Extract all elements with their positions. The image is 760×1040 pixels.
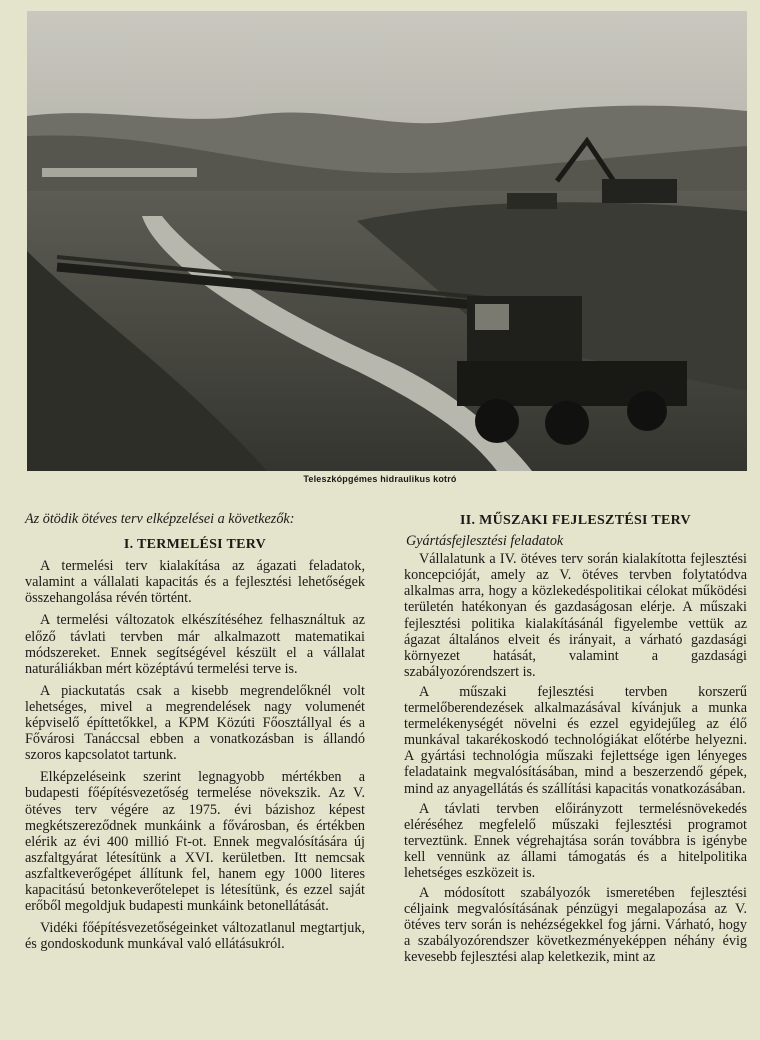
paragraph: A műszaki fejlesztési tervben korszerű termelőberendezések alkalmazásával kívánjuk a munka termelékenységét növelni és ezzel egyidejűleg az élő munkával takarékoskodó technológiákat előtérbe helyezni. A gyártási technológia műszaki fejlettsége igen lényeges feladataink megvalósításában, mind a beszerzendő gépek, mind az anyagellátás és szállítási kapacitás vonatkozásában. <box>404 683 747 797</box>
paragraph: Elképzeléseink szerint legnagyobb mértékben a budapesti főépítésvezetőség termelése növekszik. Az V. ötéves terv végére az 1975. évi bázishoz képest megkétszereződnek munkáink a fővárosban, és értékben elérik az évi 400 millió Ft-ot. Ennek megvalósítására új aszfaltgyárat létesítünk a XVI. kerületben. Itt nemcsak aszfaltkeverőgépet állítunk fel, hanem egy 1000 literes kapacitású betonkeverőtelepet is létesítünk, és ezzel saját erőből megoldjuk budapesti munkáink betonellátását. <box>25 769 365 915</box>
left-column <box>25 509 365 958</box>
subheading: Gyártásfejlesztési feladatok <box>406 533 564 550</box>
paragraph: Vidéki főépítésvezetőségeinket változatlanul megtartjuk, és gondoskodunk munkával való ellátásukról. <box>25 920 365 953</box>
section-heading-production: I. TERMELÉSI TERV <box>123 537 267 553</box>
paragraph: A távlati tervben előirányzott termelésnövekedés eléréséhez megfelelő műszaki fejlesztési programot terveztünk. Ennek végrehajtása során továbbra is igénybe kell vennünk az állami támogatás és a hitelpolitika lehetséges eszközeit is. <box>404 800 747 881</box>
paragraph: A termelési változatok elkészítéséhez felhasználtuk az előző távlati tervben már alkalmazott matematikai módszereket. Ennek segítségével készült el a vállalat naturáliákban mért középtávú termelési terve is. <box>25 612 365 677</box>
paragraph: A módosított szabályozók ismeretében fejlesztési céljaink megvalósításának pénzügyi megalapozása az V. ötéves terv során is nehézségekkel fog járni. Várható, hogy a szabályozórendszer következményeképpen néhány évig kevesebb fejlesztési alap keletkezik, mint az <box>404 885 747 966</box>
section-heading-technical: II. MŰSZAKI FEJLESZTÉSI TERV <box>460 513 691 528</box>
paragraph: A piackutatás csak a kisebb megrendelőknél volt lehetséges, mivel a megrendelések nagy volumenét képviselő építtetőkkel, a KPM Közúti Főosztállyal és a Fővárosi Tanáccsal ebben a vonatkozásban is állandó szoros kapcsolatot tartunk. <box>25 682 365 764</box>
photo-caption: Teleszkópgémes hidraulikus kotró <box>303 474 457 484</box>
right-column <box>404 509 747 970</box>
excavator-photo <box>27 11 747 471</box>
intro-line: Az ötödik ötéves terv elképzelései a következők: <box>25 511 295 527</box>
paragraph: A termelési terv kialakítása az ágazati feladatok, valamint a vállalati kapacitás és a fejlesztési lehetőségek összehangolása révén történt. <box>25 558 365 607</box>
paragraph: Vállalatunk a IV. ötéves terv során kialakította fejlesztési koncepcióját, amely az V. ötéves tervben folytatódva alkalmas arra, hogy a közlekedéspolitikai célokat működési területén hatékonyan és gazdaságosan elérje. A műszaki fejlesztési politika kialakításánál figyelembe vettük az ágazat általános elveit és irányait, a várható gazdasági környezet hatását, valamint a gazdasági szabályozórendszert is. <box>404 551 747 680</box>
